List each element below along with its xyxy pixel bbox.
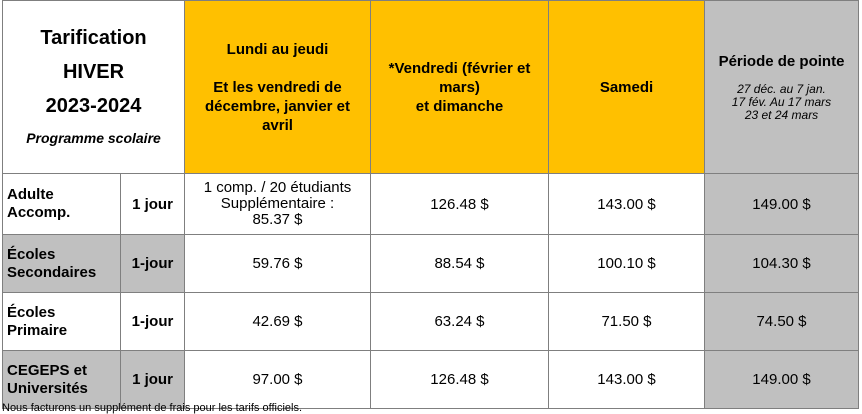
cell-friday-sunday: 126.48 $ [371, 174, 549, 235]
row-label-line1: CEGEPS et [7, 361, 88, 379]
table-row [3, 235, 859, 293]
row-label-line2: Primaire [7, 321, 68, 339]
row-label [3, 351, 121, 409]
peak-note-1: 27 déc. au 7 jan. [737, 82, 826, 96]
header-peak-notes [705, 83, 858, 122]
title-line-3: 2023-2024 [45, 95, 142, 117]
header-friday-sunday [371, 1, 549, 174]
title-line-2: HIVER [62, 61, 125, 83]
cell-weekday-line2: Supplémentaire : [220, 195, 335, 212]
cell-weekday: 59.76 $ [185, 235, 371, 293]
cell-weekday: 97.00 $ [185, 351, 371, 409]
header-weekday-line1: Lundi au jeudi [226, 40, 329, 58]
pricing-table [2, 0, 859, 409]
cell-peak: 74.50 $ [705, 293, 859, 351]
title-line-1: Tarification [40, 27, 147, 49]
cell-saturday: 100.10 $ [549, 235, 705, 293]
header-friday-line2: et dimanche [415, 97, 504, 115]
cell-saturday: 71.50 $ [549, 293, 705, 351]
cell-friday-sunday: 126.48 $ [371, 351, 549, 409]
header-weekday [185, 1, 371, 174]
cell-friday-sunday: 88.54 $ [371, 235, 549, 293]
cell-peak: 149.00 $ [705, 174, 859, 235]
cell-peak: 149.00 $ [705, 351, 859, 409]
row-label [3, 174, 121, 235]
cell-weekday-line3: 85.37 $ [252, 211, 303, 228]
row-duration: 1 jour [121, 174, 185, 235]
header-weekday-line2: Et les vendredi de décembre, janvier et avril [204, 78, 351, 134]
header-peak-label: Période de pointe [718, 53, 845, 70]
row-label-line2: Accomp. [7, 204, 71, 221]
cell-peak: 104.30 $ [705, 235, 859, 293]
cell-saturday: 143.00 $ [549, 174, 705, 235]
footnote: Nous facturons un supplément de frais pour les tarifs officiels. [2, 402, 303, 414]
cell-weekday: 42.69 $ [185, 293, 371, 351]
peak-note-2: 17 fév. Au 17 mars [731, 95, 832, 109]
table-row [3, 293, 859, 351]
header-friday-line1: *Vendredi (février et mars) [388, 59, 531, 96]
title-subtitle: Programme scolaire [26, 130, 161, 146]
cell-saturday: 143.00 $ [549, 351, 705, 409]
title-cell [3, 1, 185, 174]
row-label [3, 293, 121, 351]
table-row [3, 174, 859, 235]
header-saturday [549, 1, 705, 174]
header-saturday-label: Samedi [599, 78, 654, 96]
row-duration: 1-jour [121, 235, 185, 293]
row-label-line1: Écoles [7, 245, 56, 263]
cell-friday-sunday: 63.24 $ [371, 293, 549, 351]
row-duration: 1-jour [121, 293, 185, 351]
row-label-line1: Adulte [7, 186, 54, 203]
row-label-line1: Écoles [7, 303, 56, 321]
cell-weekday-line1: 1 comp. / 20 étudiants [203, 179, 352, 196]
row-label-line2: Secondaires [7, 263, 97, 281]
row-label [3, 235, 121, 293]
row-label-line2: Universités [7, 379, 88, 397]
peak-note-3: 23 et 24 mars [744, 108, 819, 122]
table-row [3, 351, 859, 409]
header-peak [705, 1, 859, 174]
cell-weekday [185, 174, 371, 235]
row-duration: 1 jour [121, 351, 185, 409]
